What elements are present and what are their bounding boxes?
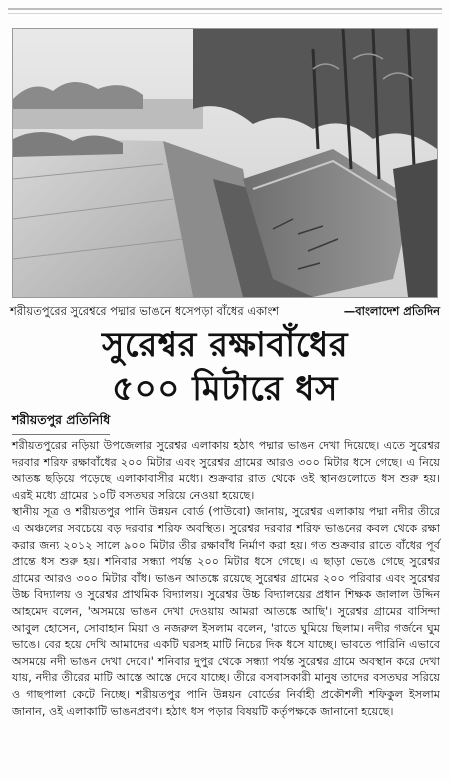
article-body — [12, 438, 440, 720]
news-photo — [12, 28, 438, 298]
caption-text: শরীয়তপুরের সুরেশ্বরে পদ্মার ভাঙনে ধসেপড়া বাঁধের একাংশ — [10, 304, 280, 318]
headline-line-1: সুরেশ্বর রক্ষাবাঁধের — [101, 325, 349, 365]
byline: শরীয়তপুর প্রতিনিধি — [12, 412, 110, 435]
article-paragraph-1: শরীয়তপুরের নড়িয়া উপজেলার সুরেশ্বর এলাকায় হঠাৎ পদ্মার ভাঙন দেখা দিয়েছে। এতে সুরেশ্বর দরবার শরিফ রক্ষাবাঁধের ২০০ মিটার এবং সুরেশ্বর গ্রামের আরও ৩০০ মিটার ধসে গেছে। এ নিয়ে আতঙ্ক ছড়িয়ে পড়েছে এলাকাবাসীর মধ্যে। শুক্রবার রাত থেকে ওই স্থানগুলোতে ধস শুরু হয়। এরই মধ্যে গ্রামের ১০টি বসতঘর সরিয়ে নেওয়া হয়েছে। — [12, 439, 440, 502]
headline-line-2: ৫০০ মিটারে ধস — [112, 369, 338, 409]
top-rule-thin — [8, 13, 442, 14]
headline — [10, 323, 440, 411]
article-paragraph-2: স্থানীয় সূত্র ও শরীয়তপুর পানি উন্নয়ন বোর্ড (পাউবো) জানায়, সুরেশ্বর এলাকায় পদ্মা নদীর তীরে এ অঞ্চলের সবচেয়ে বড় দরবার শরিফ অবস্থিত। সুরেশ্বর দরবার শরিফ ভাঙনের কবল থেকে রক্ষা করার জন্য ২০১২ সালে ৯০০ মিটার তীর রক্ষাবাঁধ নির্মাণ করা হয়। গত শুক্রবার রাতে বাঁধের পূর্ব প্রান্তে ধস শুরু হয়। শনিবার সন্ধ্যা পর্যন্ত ২০০ মিটার ধসে গেছে। এ ছাড়া ভেঙে গেছে সুরেশ্বর গ্রামের আরও ৩০০ মিটার বাঁধ। ভাঙন আতঙ্কে রয়েছে সুরেশ্বর গ্রামের ২০০ পরিবার এবং সুরেশ্বর উচ্চ বিদ্যালয় ও সুরেশ্বর প্রাথমিক বিদ্যালয়। সুরেশ্বর উচ্চ বিদ্যালয়ের প্রধান শিক্ষক জালাল উদ্দিন আহমেদ বলেন, 'অসময়ে ভাঙন দেখা দেওয়ায় আমরা আতঙ্কে আছি'। সুরেশ্বর গ্রামের বাসিন্দা আবুল হোসেন, সোবাহান মিয়া ও নজরুল ইসলাম বলেন, 'রাতে ঘুমিয়ে ছিলাম। নদীর গর্জনে ঘুম ভাঙে। বের হয়ে দেখি আমাদের একটি ঘরসহ মাটি নিচের দিক ধসে যাচ্ছে। ভাবতে পারিনি এভাবে অসময়ে নদী ভাঙন দেখা দেবে।' শনিবার দুপুর থেকে সন্ধ্যা পর্যন্ত সুরেশ্বর গ্রামে অবস্থান করে দেখা যায়, নদীর তীরের মাটি আস্তে আস্তে দেবে যাচ্ছে। তীরে বসবাসকারী মানুষ তাদের বসতঘর সরিয়ে ও গাছপালা কেটে নিচ্ছে। শরীয়তপুর পানি উন্নয়ন বোর্ডের নির্বাহী প্রকৌশলী শফিকুল ইসলাম জানান, ওই এলাকাটি ভাঙনপ্রবণ। হঠাৎ ধস পড়ার বিষয়টি কর্তৃপক্ষকে জানানো হয়েছে। — [12, 505, 440, 718]
photo-credit: —বাংলাদেশ প্রতিদিন — [343, 304, 440, 318]
photo-caption — [10, 302, 440, 320]
top-rule — [8, 8, 442, 10]
photo-riverbank-erosion — [13, 29, 437, 297]
